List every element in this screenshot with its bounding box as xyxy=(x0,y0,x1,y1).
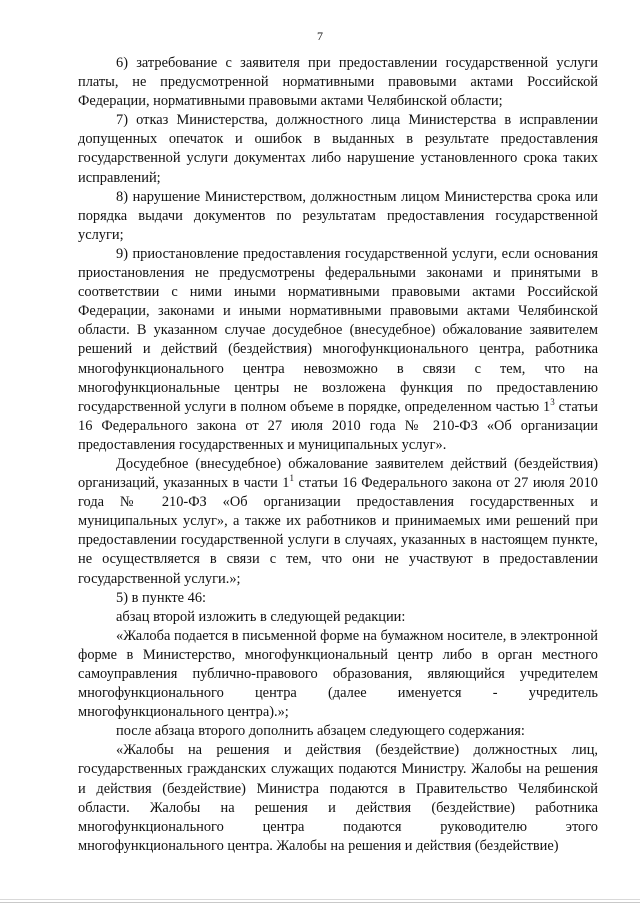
paragraph-item-9 xyxy=(78,245,598,455)
scan-edge xyxy=(0,896,640,905)
paragraph-item-8: 8) нарушение Министерством, должностным лицом Министерства срока или порядка выдачи документов по результатам предоставления государственной услуги; xyxy=(78,188,598,243)
superscript: 3 xyxy=(550,396,555,407)
page-number: 7 xyxy=(317,29,323,43)
paragraph-amend-second: абзац второй изложить в следующей редакции: xyxy=(116,608,406,625)
paragraph-point-46: 5) в пункте 46: xyxy=(116,589,207,606)
paragraph-text: статьи 16 Федерального закона от 27 июля 2010 года № 210-ФЗ «Об организации предоставления государственных и муниципальных услуг». xyxy=(78,398,598,453)
paragraph-text: Досудебное (внесудебное) обжалование заявителем действий (бездействия) организаций, указанных в части 1 xyxy=(78,455,598,492)
paragraph-item-6: 6) затребование с заявителя при предоставлении государственной услуги платы, не предусмотренной нормативными правовыми актами Российской Федерации, нормативными правовыми актами Челябинской области; xyxy=(78,55,598,110)
paragraph-item-7: 7) отказ Министерства, должностного лица Министерства в исправлении допущенных опечаток и ошибок в выданных в результате предоставления государственной услуги документах либо нарушение установленного срока таких исправлений; xyxy=(78,112,598,186)
paragraph-complaints-addressees: «Жалобы на решения и действия (бездействие) должностных лиц, государственных гражданских служащих подаются Министру. Жалобы на решения и действия (бездействие) Министра подаются в Правительство Челябинской области. Жалобы на решения и действия (бездействие) работника многофункционального центра подаются руководителю этого многофункционального центра. Жалобы на решения и действия (бездействие) xyxy=(78,742,598,854)
superscript: 1 xyxy=(289,473,294,484)
paragraph-complaint-form: «Жалоба подается в письменной форме на бумажном носителе, в электронной форме в Министерство, многофункциональный центр либо в орган местного самоуправления публично-правового образования, являющийся учредителем многофункционального центра (далее именуется - учредитель многофункционального центра).»; xyxy=(78,627,598,721)
document-body xyxy=(78,54,598,856)
paragraph-text: 9) приостановление предоставления государственной услуги, если основания приостановления не предусмотрены федеральными законами и принятыми в соответствии с ними иными нормативными правовыми актами Российской Федерации, законами и иными нормативными правовыми актами Челябинской области. В указанном случае досудебное (внесудебное) обжалование заявителем решений и действий (бездействия) многофункционального центра, работника многофункционального центра невозможно в связи с тем, что на многофункциональные центры не возложена функция по предоставлению государственной услуги в полном объеме в порядке, определенном частью 1 xyxy=(78,245,598,415)
paragraph-add-after-second: после абзаца второго дополнить абзацем следующего содержания: xyxy=(116,723,525,740)
paragraph-pretrial-appeal xyxy=(78,455,598,589)
paragraph-text: статьи 16 Федерального закона от 27 июля 2010 года № 210-ФЗ «Об организации предоставления государственных и муниципальных услуг», а также их работников и принимаемых ими решений при предоставлении государственной услуги в случаях, указанных в настоящем пункте, не осуществляется в связи с тем, что они не участвуют в предоставлении государственной услуги.»; xyxy=(78,475,598,587)
